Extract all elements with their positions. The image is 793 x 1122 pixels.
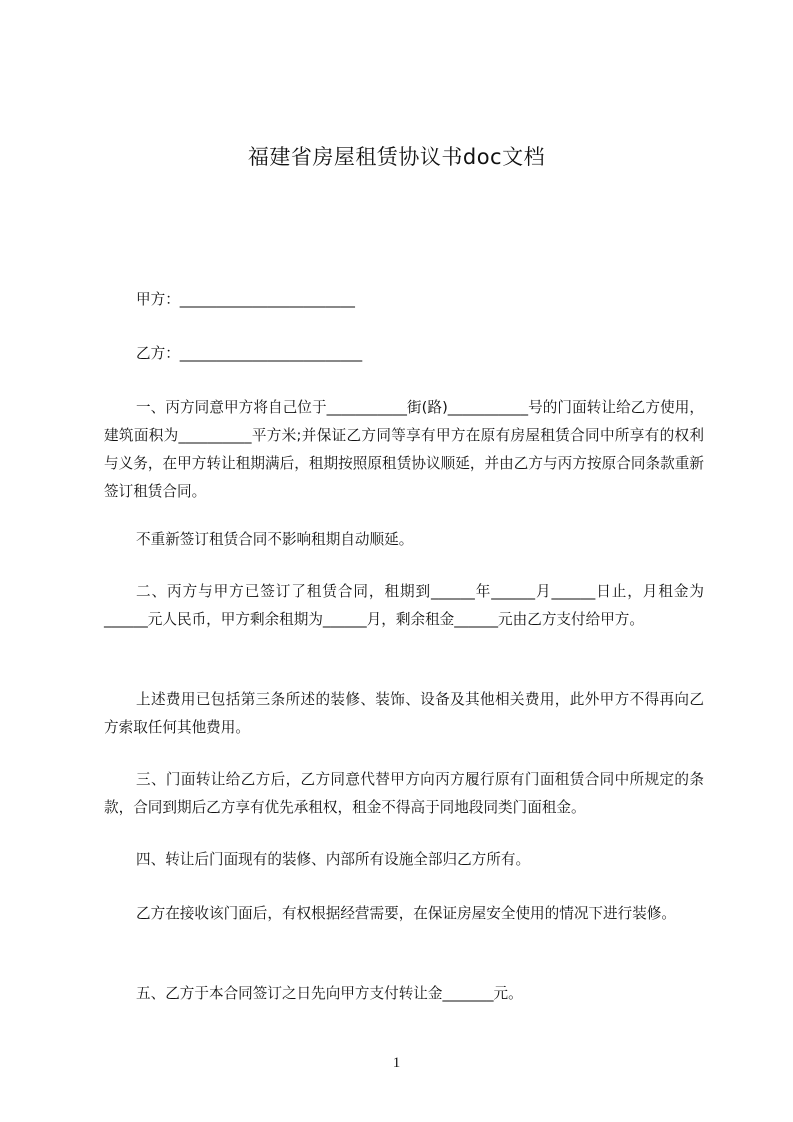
clause-1-note: 不重新签订租赁合同不影响租期自动顺延。 [136, 531, 414, 548]
document-title: 福建省房屋租赁协议书doc文档 [247, 145, 546, 169]
clause-1: 一、丙方同意甲方将自己位于___________街(路)___________号的门面转让给乙方使用，建筑面积为__________平方米;并保证乙方同等享有甲方在原有房屋租赁合同中所享有的权利与义务，在甲方转让租期满后，租期按照原租赁协议顺延，并由乙方与丙方按原合同条款重新签订租赁合同。 [104, 399, 704, 500]
clause-3: 三、门面转让给乙方后，乙方同意代替甲方向丙方履行原有门面租赁合同中所规定的条款，合同到期后乙方享有优先承租权，租金不得高于同地段同类门面租金。 [104, 771, 704, 816]
page-number: 1 [392, 1055, 401, 1071]
clause-2: 二、丙方与甲方已签订了租赁合同，租期到______年______月______日止，月租金为______元人民币，甲方剩余租期为______月，剩余租金______元由乙方支付给甲方。 [104, 583, 704, 628]
clause-4: 四、转让后门面现有的装修、内部所有设施全部归乙方所有。 [136, 851, 531, 868]
clause-4-note: 乙方在接收该门面后，有权根据经营需要，在保证房屋安全使用的情况下进行装修。 [136, 905, 676, 922]
party-b-line: 乙方：_________________________ [136, 345, 363, 362]
clause-5: 五、乙方于本合同签订之日先向甲方支付转让金_______元。 [136, 985, 523, 1002]
party-a-line: 甲方：________________________ [136, 291, 355, 308]
clause-2-note: 上述费用已包括第三条所述的装修、装饰、设备及其他相关费用，此外甲方不得再向乙方索取任何其他费用。 [104, 691, 704, 736]
